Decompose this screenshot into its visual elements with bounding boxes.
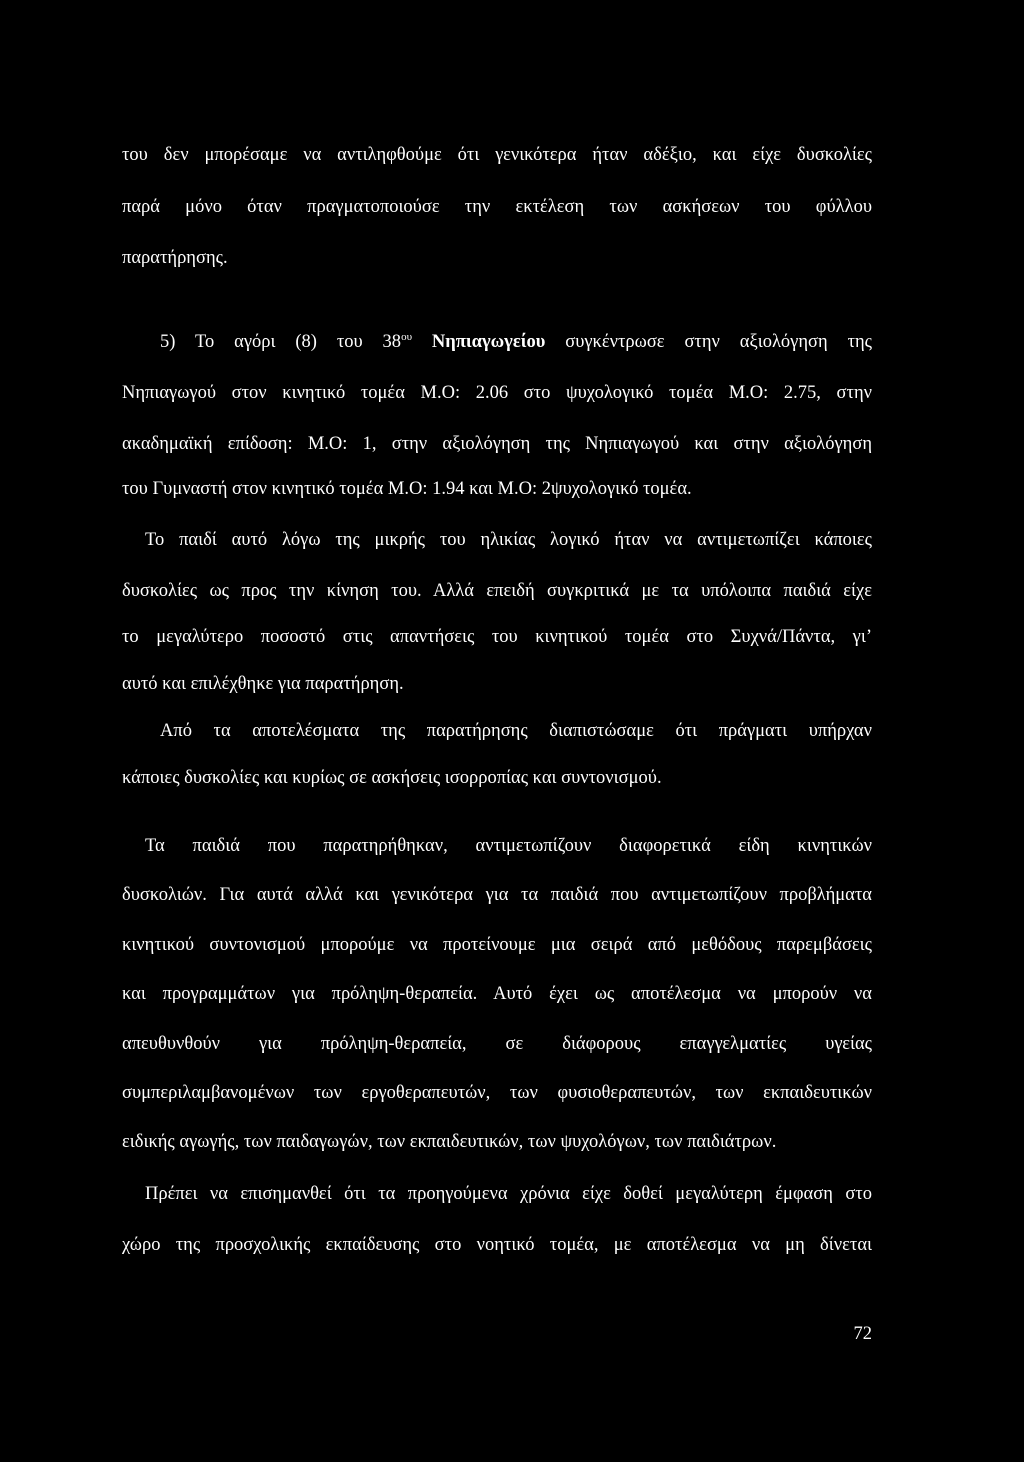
- superscript: ου: [401, 331, 413, 343]
- text-span: συγκέντρωσε στην αξιολόγηση της: [565, 332, 873, 352]
- text-line: παρά μόνο όταν πραγματοποιούσε την εκτέλεση των ασκήσεων του φύλλου: [122, 197, 872, 217]
- text-line: αυτό και επιλέχθηκε για παρατήρηση.: [122, 674, 404, 694]
- text-line: Νηπιαγωγού στον κινητικό τομέα Μ.Ο: 2.06 στο ψυχολογικό τομέα Μ.Ο: 2.75, στην: [122, 383, 872, 403]
- text-line: ειδικής αγωγής, των παιδαγωγών, των εκπαιδευτικών, των ψυχολόγων, των παιδιάτρων.: [122, 1132, 777, 1152]
- text-line: ακαδημαϊκή επίδοση: Μ.Ο: 1, στην αξιολόγηση της Νηπιαγωγού και στην αξιολόγηση: [122, 434, 872, 454]
- text-line: κινητικού συντονισμού μπορούμε να προτείνουμε μια σειρά από μεθόδους παρεμβάσεις: [122, 935, 872, 955]
- text-span: 5) Το αγόρι (8) του 38: [160, 332, 402, 352]
- text-line: Από τα αποτελέσματα της παρατήρησης διαπιστώσαμε ότι πράγματι υπήρχαν: [160, 721, 872, 741]
- text-line: παρατήρησης.: [122, 248, 228, 268]
- text-line: και προγραμμάτων για πρόληψη-θεραπεία. Αυτό έχει ως αποτέλεσμα να μπορούν να: [122, 984, 872, 1004]
- bold-text: Νηπιαγωγείου: [431, 332, 546, 352]
- text-line: δυσκολιών. Για αυτά αλλά και γενικότερα για τα παιδιά που αντιμετωπίζουν προβλήματα: [122, 885, 872, 905]
- text-line: χώρο της προσχολικής εκπαίδευσης στο νοητικό τομέα, με αποτέλεσμα να μη δίνεται: [122, 1235, 872, 1255]
- text-line: δυσκολίες ως προς την κίνηση του. Αλλά επειδή συγκριτικά με τα υπόλοιπα παιδιά είχε: [122, 581, 872, 601]
- text-line: απευθυνθούν για πρόληψη-θεραπεία, σε διάφορους επαγγελματίες υγείας: [122, 1034, 872, 1054]
- text-line: κάποιες δυσκολίες και κυρίως σε ασκήσεις ισορροπίας και συντονισμού.: [122, 768, 662, 788]
- text-line: Τα παιδιά που παρατηρήθηκαν, αντιμετωπίζουν διαφορετικά είδη κινητικών: [145, 836, 872, 856]
- page-number: 72: [853, 1324, 872, 1344]
- text-line: Πρέπει να επισημανθεί ότι τα προηγούμενα χρόνια είχε δοθεί μεγαλύτερη έμφαση στο: [145, 1184, 872, 1204]
- text-line: [160, 330, 872, 354]
- text-line: το μεγαλύτερο ποσοστό στις απαντήσεις του κινητικού τομέα στο Συχνά/Πάντα, γι’: [122, 627, 872, 647]
- text-line: Το παιδί αυτό λόγω της μικρής του ηλικίας λογικό ήταν να αντιμετωπίζει κάποιες: [145, 530, 872, 550]
- text-line: του δεν μπορέσαμε να αντιληφθούμε ότι γενικότερα ήταν αδέξιο, και είχε δυσκολίες: [122, 145, 872, 165]
- text-line: συμπεριλαμβανομένων των εργοθεραπευτών, των φυσιοθεραπευτών, των εκπαιδευτικών: [122, 1083, 872, 1103]
- text-line: του Γυμναστή στον κινητικό τομέα Μ.Ο: 1.94 και Μ.Ο: 2ψυχολογικό τομέα.: [122, 479, 692, 499]
